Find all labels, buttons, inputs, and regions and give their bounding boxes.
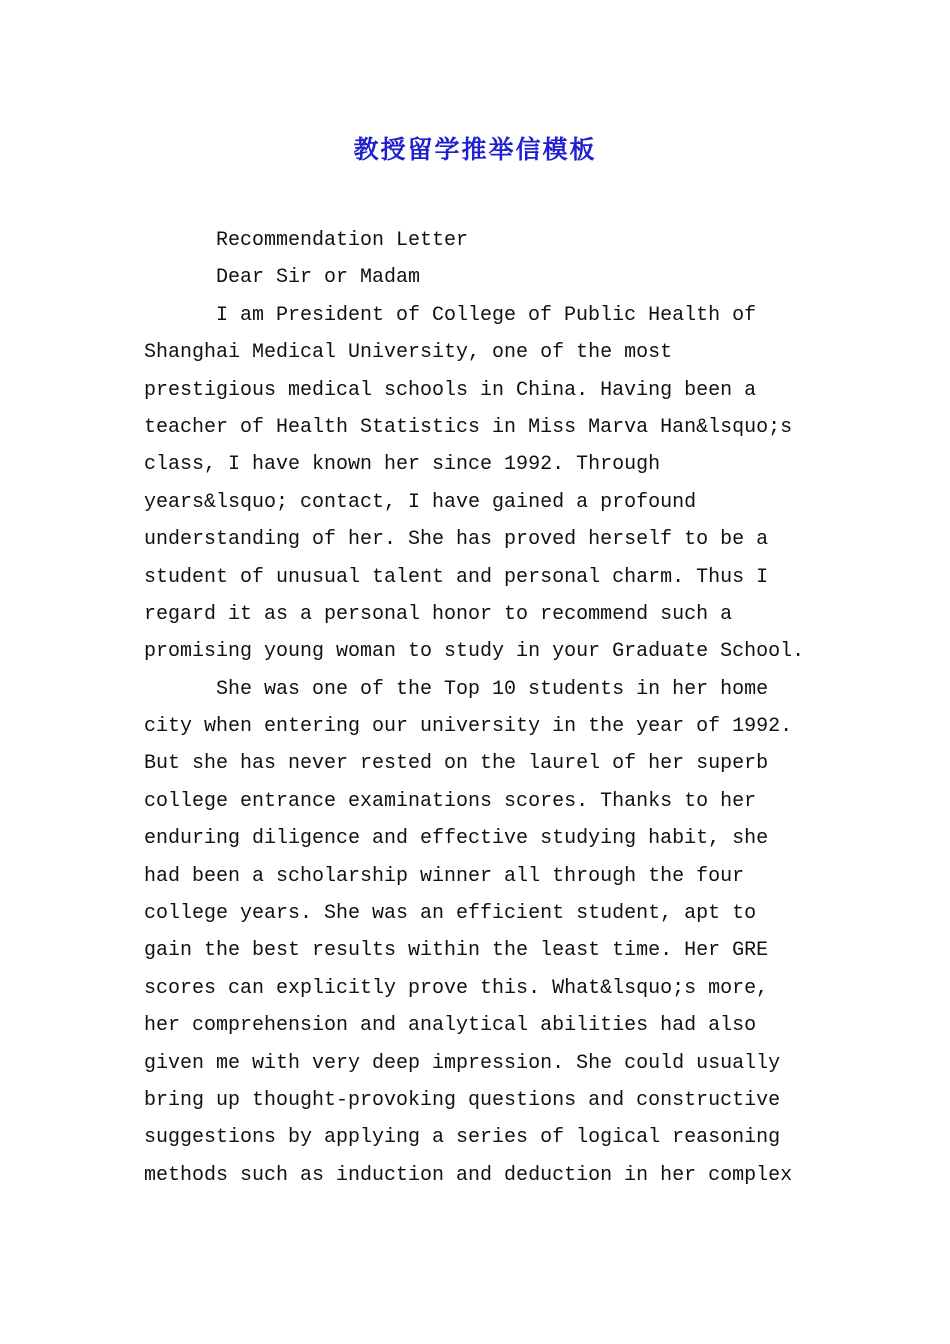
paragraph-line: She was one of the Top 10 students in her home — [216, 677, 769, 701]
paragraph-line: methods such as induction and deduction in her complex — [144, 1163, 793, 1187]
paragraph-2 — [144, 671, 814, 1194]
paragraph-line: understanding of her. She has proved herself to be a — [144, 528, 769, 552]
paragraph-line: enduring diligence and effective studying habit, she — [144, 827, 769, 851]
paragraph-line: college entrance examinations scores. Thanks to her — [144, 789, 757, 813]
paragraph-line: years&lsquo; contact, I have gained a profound — [144, 490, 697, 514]
paragraph-line: class, I have known her since 1992. Through — [144, 453, 661, 477]
paragraph-line: suggestions by applying a series of logical reasoning — [144, 1126, 781, 1150]
paragraph-line: given me with very deep impression. She could usually — [144, 1051, 781, 1075]
paragraph-line: prestigious medical schools in China. Having been a — [144, 378, 757, 402]
paragraph-line: bring up thought-provoking questions and constructive — [144, 1088, 781, 1112]
paragraph-line: scores can explicitly prove this. What&lsquo;s more, — [144, 976, 769, 1000]
paragraph-line: I am President of College of Public Health of — [216, 303, 757, 327]
paragraph-line: Shanghai Medical University, one of the most — [144, 341, 673, 365]
letter-body — [144, 222, 814, 1194]
paragraph-line: city when entering our university in the year of 1992. — [144, 715, 793, 739]
paragraph-1 — [144, 297, 814, 671]
document-title: 教授留学推举信模板 — [353, 135, 597, 164]
paragraph-line: teacher of Health Statistics in Miss Marva Han&lsquo;s — [144, 415, 793, 439]
paragraph-line: gain the best results within the least time. Her GRE — [144, 939, 769, 963]
letter-heading: Recommendation Letter — [216, 229, 469, 252]
paragraph-line: her comprehension and analytical abilities had also — [144, 1014, 757, 1038]
letter-salutation: Dear Sir or Madam — [216, 266, 421, 290]
paragraph-line: student of unusual talent and personal charm. Thus I — [144, 565, 769, 589]
paragraph-line: college years. She was an efficient student, apt to — [144, 902, 757, 926]
paragraph-line: promising young woman to study in your Graduate School. — [144, 640, 805, 664]
paragraph-line: But she has never rested on the laurel of her superb — [144, 752, 769, 776]
paragraph-line: regard it as a personal honor to recommend such a — [144, 602, 733, 626]
paragraph-line: had been a scholarship winner all through the four — [144, 864, 745, 888]
